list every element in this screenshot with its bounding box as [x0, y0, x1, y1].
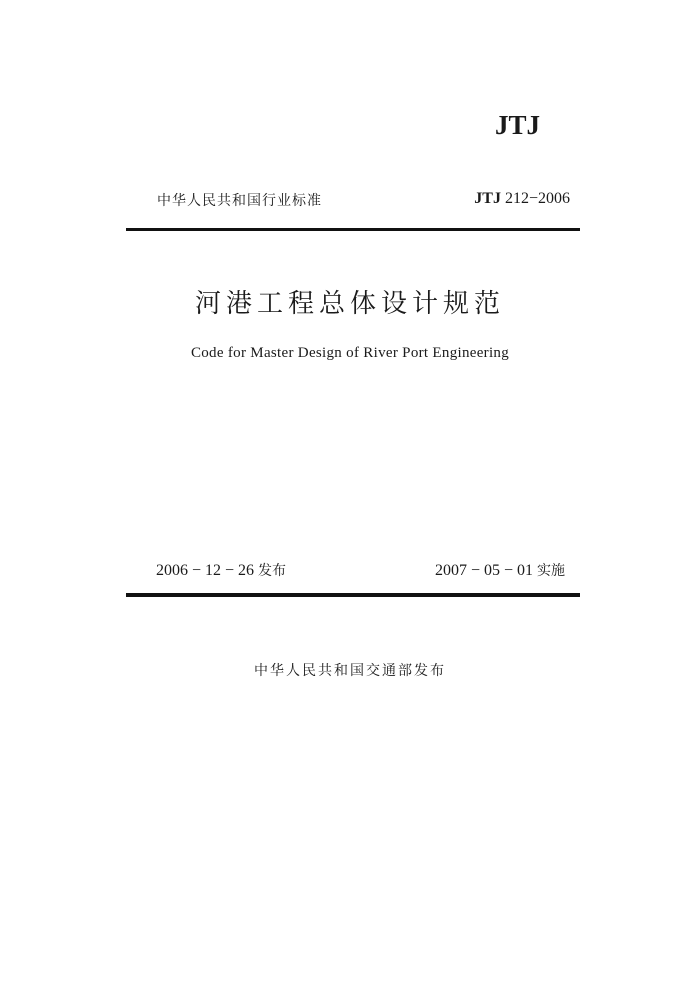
standard-type: 中华人民共和国行业标准 — [157, 193, 322, 209]
standard-code — [430, 190, 570, 208]
top-divider — [126, 228, 580, 231]
effective-date-block — [400, 560, 565, 580]
bottom-divider — [126, 593, 580, 597]
standard-code-number: 212−2006 — [504, 190, 570, 207]
issue-date-block — [156, 560, 286, 580]
standard-code-prefix: JTJ — [474, 190, 501, 207]
issue-date: 2006 − 12 − 26 — [156, 562, 255, 579]
effective-date: 2007 − 05 − 01 — [434, 562, 533, 579]
effective-label: 实施 — [537, 563, 565, 579]
document-title-chinese: 河港工程总体设计规范 — [194, 289, 505, 319]
jtj-logo: JTJ — [494, 110, 540, 140]
issue-label: 发布 — [258, 563, 287, 579]
publisher: 中华人民共和国交通部发布 — [254, 663, 446, 679]
document-title-english: Code for Master Design of River Port Engineering — [190, 345, 510, 361]
